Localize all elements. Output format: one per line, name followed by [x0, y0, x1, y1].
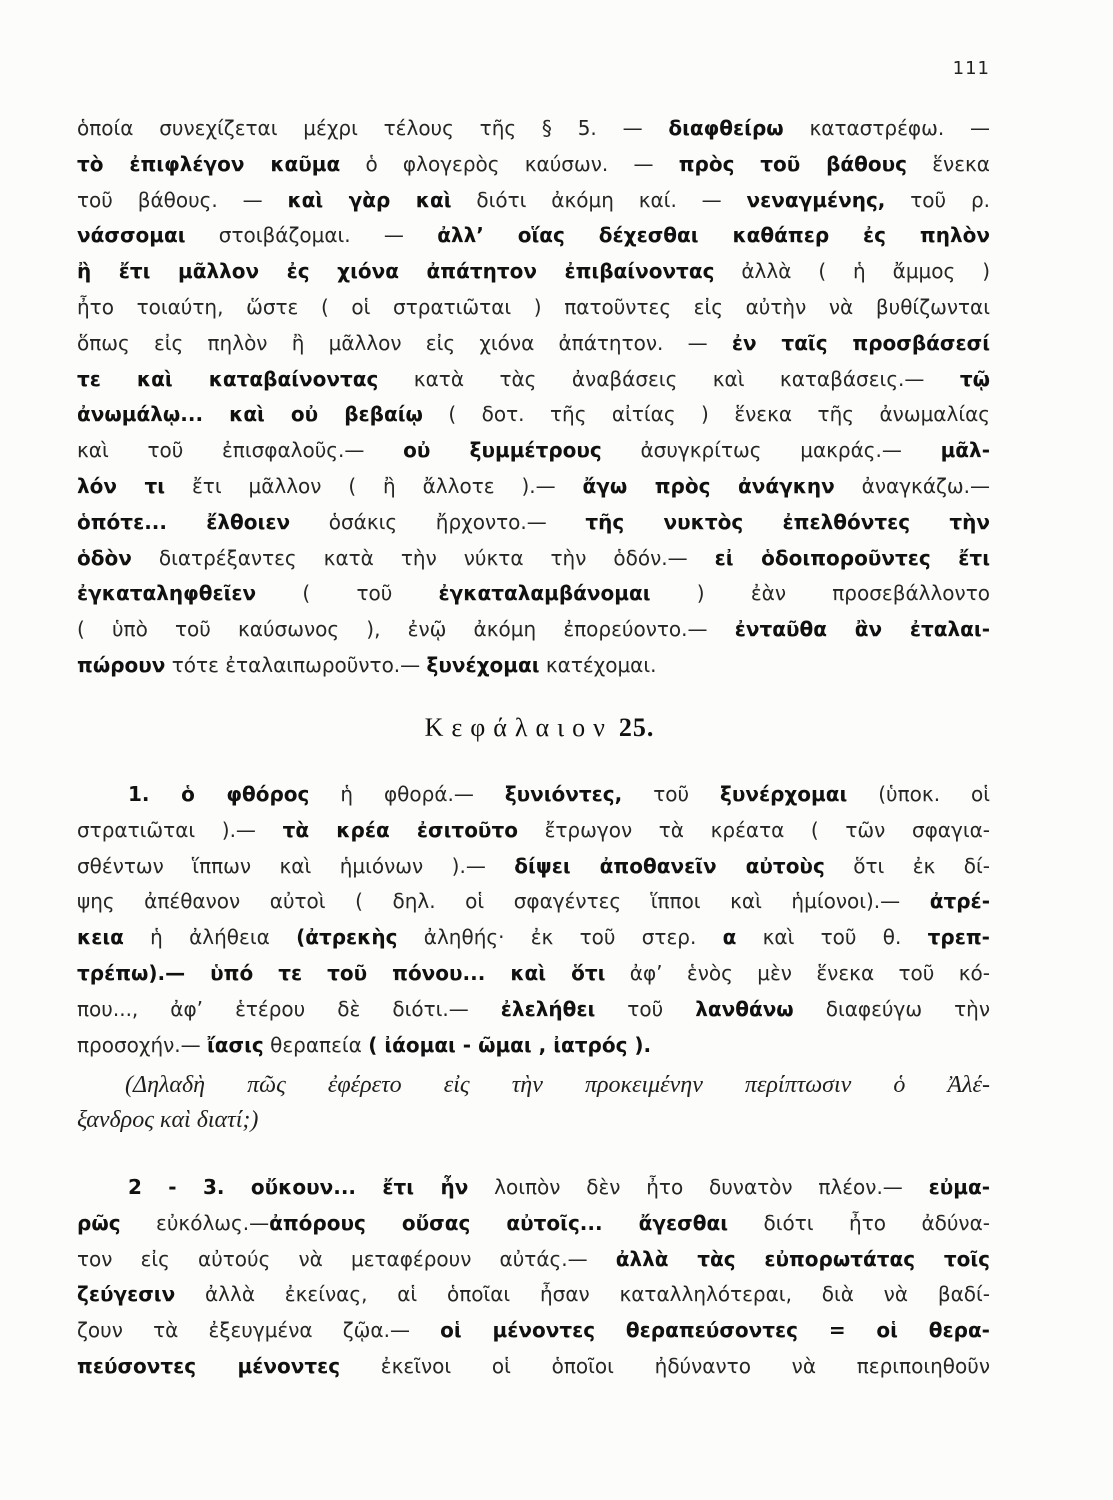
headword-term: εὐμα-	[928, 1175, 990, 1199]
gloss-text: θεραπεία	[263, 1032, 369, 1057]
gloss-text: σθέντων ἵππων καὶ ἡμιόνων ).—	[77, 853, 515, 878]
gloss-text: ἀφ’ ἑνὸς μὲν ἕνεκα τοῦ κό-	[605, 960, 990, 985]
gloss-paragraph-1-line	[77, 218, 990, 254]
note-line: (Δηλαδὴ πῶς ἐφέρετο εἰς τὴν προκειμένην περίπτωσιν ὁ Ἀλέ-	[125, 1072, 990, 1098]
gloss-text: λοιπὸν δὲν ἦτο δυνατὸν πλέον.—	[468, 1175, 929, 1199]
gloss-text: ζουν τὰ ἐξευγμένα ζῷα.—	[77, 1318, 441, 1343]
gloss-paragraph-3-line	[77, 1349, 990, 1385]
gloss-paragraph-2-line	[77, 992, 990, 1028]
headword-term: πεύσοντες μένοντες	[77, 1353, 341, 1378]
headword-term: πώρουν	[77, 652, 166, 677]
headword-term: ἀλλ’ οἵας δέχεσθαι καθάπερ ἐς πηλὸν	[437, 223, 990, 248]
gloss-paragraph-1-line	[77, 290, 990, 326]
headword-term: οὐ ξυμμέτρους	[403, 438, 602, 463]
gloss-text: (ὑποκ. οἱ	[847, 782, 990, 806]
gloss-paragraph-1-line	[77, 147, 990, 183]
headword-term: ἴασις	[207, 1032, 264, 1057]
gloss-text: ἔτρωγον τὰ κρέατα ( τῶν σφαγια-	[517, 817, 990, 842]
gloss-text: ( δοτ. τῆς αἰτίας ) ἕνεκα τῆς ἀνωμαλίας	[422, 402, 990, 427]
gloss-text: ψης ἀπέθανον αὐτοὶ ( δηλ. οἱ σφαγέντες ἵπποι καὶ ἡμίονοι).—	[77, 889, 930, 914]
gloss-paragraph-3-line	[77, 1313, 990, 1349]
gloss-text: στοιβάζομαι. —	[185, 223, 438, 248]
gloss-text: που..., ἀφ’ ἑτέρου δὲ διότι.—	[77, 996, 501, 1021]
gloss-text: τότε ἐταλαιπωροῦντο.—	[165, 652, 427, 677]
gloss-paragraph-3-line	[77, 1277, 990, 1313]
gloss-text: διαφεύγω τὴν	[793, 996, 990, 1021]
gloss-text: κατὰ τὰς ἀναβάσεις καὶ καταβάσεις.—	[378, 366, 960, 391]
headword-term: α	[722, 925, 737, 950]
gloss-text: ἔτι μᾶλλον ( ἢ ἄλλοτε ).—	[165, 473, 583, 498]
gloss-text: τον εἰς αὐτούς νὰ μεταφέρουν αὐτάς.—	[77, 1246, 616, 1271]
gloss-paragraph-2-line	[77, 1028, 990, 1064]
gloss-text: ὁ φλογερὸς καύσων. —	[340, 151, 679, 176]
headword-term: ἐλελήθει	[500, 996, 596, 1021]
gloss-text: ἕνεκα	[907, 151, 990, 176]
gloss-text: ἀσυγκρίτως μακράς.—	[601, 438, 941, 463]
gloss-text: κατέχομαι.	[539, 652, 657, 677]
headword-term: ξυνέχομαι	[426, 652, 540, 677]
gloss-paragraph-1-line	[77, 397, 990, 433]
headword-term: ἀπόρους οὔσας αὐτοῖς... ἄγεσθαι	[269, 1210, 729, 1235]
headword-term: ρῶς	[77, 1210, 121, 1235]
headword-term: ὁδὸν	[77, 545, 132, 570]
gloss-text: καὶ τοῦ θ.	[736, 925, 928, 950]
gloss-text: ὁποία συνεχίζεται μέχρι τέλους τῆς § 5. —	[77, 116, 669, 140]
page-number: 111	[952, 58, 990, 79]
gloss-text: ὅτι ἐκ δί-	[824, 853, 990, 878]
headword-term: ( ἰάομαι - ῶμαι , ἰατρός ).	[368, 1032, 652, 1057]
headword-term: λόν τι	[77, 473, 166, 498]
gloss-paragraph-1-line	[77, 505, 990, 541]
gloss-text: τοῦ βάθους. —	[77, 187, 288, 212]
gloss-paragraph-2-line	[77, 956, 990, 992]
headword-term: τε καὶ καταβαίνοντας	[77, 366, 379, 391]
headword-term: ἐγκαταληφθεῖεν	[77, 581, 257, 606]
headword-term: τρέπω).— ὑπό τε τοῦ πόνου... καὶ ὅτι	[77, 960, 606, 985]
gloss-paragraph-2-line	[77, 920, 990, 956]
gloss-text: ἐκεῖνοι οἱ ὁποῖοι ἠδύναντο νὰ περιποιηθοῦν	[340, 1353, 990, 1378]
gloss-text: τοῦ	[622, 782, 721, 806]
gloss-text: διότι ἦτο ἀδύνα-	[728, 1210, 990, 1235]
gloss-paragraph-1-line	[77, 326, 990, 362]
gloss-text: ἦτο τοιαύτη, ὥστε ( οἱ στρατιῶται ) πατοῦντες εἰς αὐτὴν νὰ βυθίζωνται	[77, 294, 990, 319]
gloss-text: διατρέξαντες κατὰ τὴν νύκτα τὴν ὁδόν.—	[131, 545, 715, 570]
headword-term: ἢ ἔτι μᾶλλον ἐς χιόνα ἀπάτητον ἐπιβαίνοντας	[77, 259, 715, 284]
gloss-text: ἀληθής· ἐκ τοῦ στερ.	[397, 925, 723, 950]
gloss-text: ἡ ἀλήθεια	[123, 925, 297, 950]
gloss-paragraph-3-line	[77, 1242, 990, 1278]
headword-term: καὶ γὰρ καὶ	[287, 187, 452, 212]
headword-term: 2 - 3. οὔκουν... ἔτι ἦν	[128, 1175, 469, 1199]
gloss-text: καὶ τοῦ ἐπισφαλοῦς.—	[77, 438, 404, 463]
headword-term: τῆς νυκτὸς ἐπελθόντες τὴν	[585, 509, 990, 534]
gloss-text: ὁσάκις ἤρχοντο.—	[290, 509, 586, 534]
chapter-heading-word: Κεφάλαιον	[424, 713, 613, 742]
gloss-text: διότι ἀκόμη καί. —	[451, 187, 747, 212]
gloss-paragraph-2-line	[77, 884, 990, 920]
headword-term: ξυνιόντες,	[504, 782, 623, 806]
gloss-text: ἀλλὰ ἐκείνας, αἱ ὁποῖαι ἦσαν καταλληλότεραι, διὰ νὰ βαδί-	[175, 1282, 990, 1307]
headword-term: ἐγκαταλαμβάνομαι	[438, 581, 651, 606]
gloss-paragraph-1-line	[77, 648, 990, 684]
chapter-heading-number: 25.	[618, 713, 655, 742]
headword-term: εἰ ὁδοιποροῦντες ἔτι	[714, 545, 990, 570]
headword-term: πρὸς τοῦ βάθους	[678, 151, 907, 176]
gloss-paragraph-1-line	[77, 433, 990, 469]
headword-term: τρεπ-	[927, 925, 990, 950]
gloss-paragraph-1-line	[77, 183, 990, 219]
gloss-text: ἡ φθορά.—	[309, 782, 505, 806]
headword-term: ζεύγεσιν	[77, 1282, 176, 1307]
gloss-paragraph-1-line	[77, 576, 990, 612]
gloss-paragraph-2-line	[77, 777, 990, 813]
gloss-paragraph-1-line	[77, 541, 990, 577]
gloss-text: ( ὑπὸ τοῦ καύσωνος ), ἐνῷ ἀκόμη ἐπορεύοντο.—	[77, 617, 735, 642]
headword-term: τὰ κρέα ἐσιτοῦτο	[282, 817, 518, 842]
headword-term: κεια	[77, 925, 124, 950]
gloss-paragraph-1-line	[77, 469, 990, 505]
gloss-text: εὐκόλως.—	[120, 1210, 270, 1235]
headword-term: ἀνωμάλῳ... καὶ οὐ βεβαίῳ	[77, 402, 423, 427]
headword-term: 1. ὁ φθόρος	[128, 782, 310, 806]
gloss-paragraph-2-line	[77, 849, 990, 885]
headword-term: νεναγμένης,	[746, 187, 886, 212]
gloss-paragraph-2-line	[77, 813, 990, 849]
headword-term: ἄγω πρὸς ἀνάγκην	[582, 473, 835, 498]
gloss-text: τοῦ	[595, 996, 696, 1021]
gloss-text: στρατιῶται ).—	[77, 817, 283, 842]
gloss-paragraph-2	[77, 777, 990, 1063]
gloss-text: ἀναγκάζω.—	[834, 473, 990, 498]
gloss-paragraph-1-line	[77, 612, 990, 648]
chapter-heading	[77, 710, 990, 746]
gloss-paragraph-1-line	[77, 111, 990, 147]
headword-term: ἀτρέ-	[929, 889, 990, 914]
headword-term: μᾶλ-	[940, 438, 990, 463]
headword-term: νάσσομαι	[77, 223, 186, 248]
gloss-paragraph-3-line	[77, 1206, 990, 1242]
gloss-text: ἀλλὰ ( ἡ ἄμμος )	[714, 259, 990, 284]
gloss-paragraph-1	[77, 111, 990, 684]
headword-term: δίψει ἀποθανεῖν αὐτοὺς	[514, 853, 825, 878]
headword-term: τὸ ἐπιφλέγον καῦμα	[77, 151, 341, 176]
headword-term: ἐν ταῖς προσβάσεσί	[731, 330, 990, 355]
headword-term: ἐνταῦθα ἂν ἐταλαι-	[734, 617, 990, 642]
gloss-paragraph-1-line	[77, 254, 990, 290]
headword-term: λανθάνω	[695, 996, 794, 1021]
italic-question-note	[77, 1068, 990, 1138]
gloss-text: ) ἐὰν προσεβάλλοντο	[650, 581, 990, 606]
gloss-paragraph-1-line	[77, 362, 990, 398]
headword-term: οἱ μένοντες θεραπεύσοντες = οἱ θερα-	[440, 1318, 990, 1343]
note-line: ξανδρος καὶ διατί;)	[77, 1107, 259, 1133]
headword-term: ὁπότε... ἔλθοιεν	[77, 509, 291, 534]
headword-term: (ἀτρεκὴς	[296, 925, 398, 950]
headword-term: διαφθείρω	[668, 116, 784, 140]
gloss-text: ( τοῦ	[256, 581, 439, 606]
gloss-text: ὅπως εἰς πηλὸν ἢ μᾶλλον εἰς χιόνα ἀπάτητον. —	[77, 330, 732, 355]
gloss-paragraph-3-line	[77, 1170, 990, 1206]
gloss-paragraph-3	[77, 1170, 990, 1385]
headword-term: ἀλλὰ τὰς εὐπορωτάτας τοῖς	[615, 1246, 990, 1271]
gloss-text: καταστρέφω. —	[783, 116, 990, 140]
gloss-text: τοῦ ρ.	[885, 187, 990, 212]
headword-term: ξυνέρχομαι	[720, 782, 848, 806]
headword-term: τῷ	[959, 366, 990, 391]
gloss-text: προσοχήν.—	[77, 1032, 207, 1057]
